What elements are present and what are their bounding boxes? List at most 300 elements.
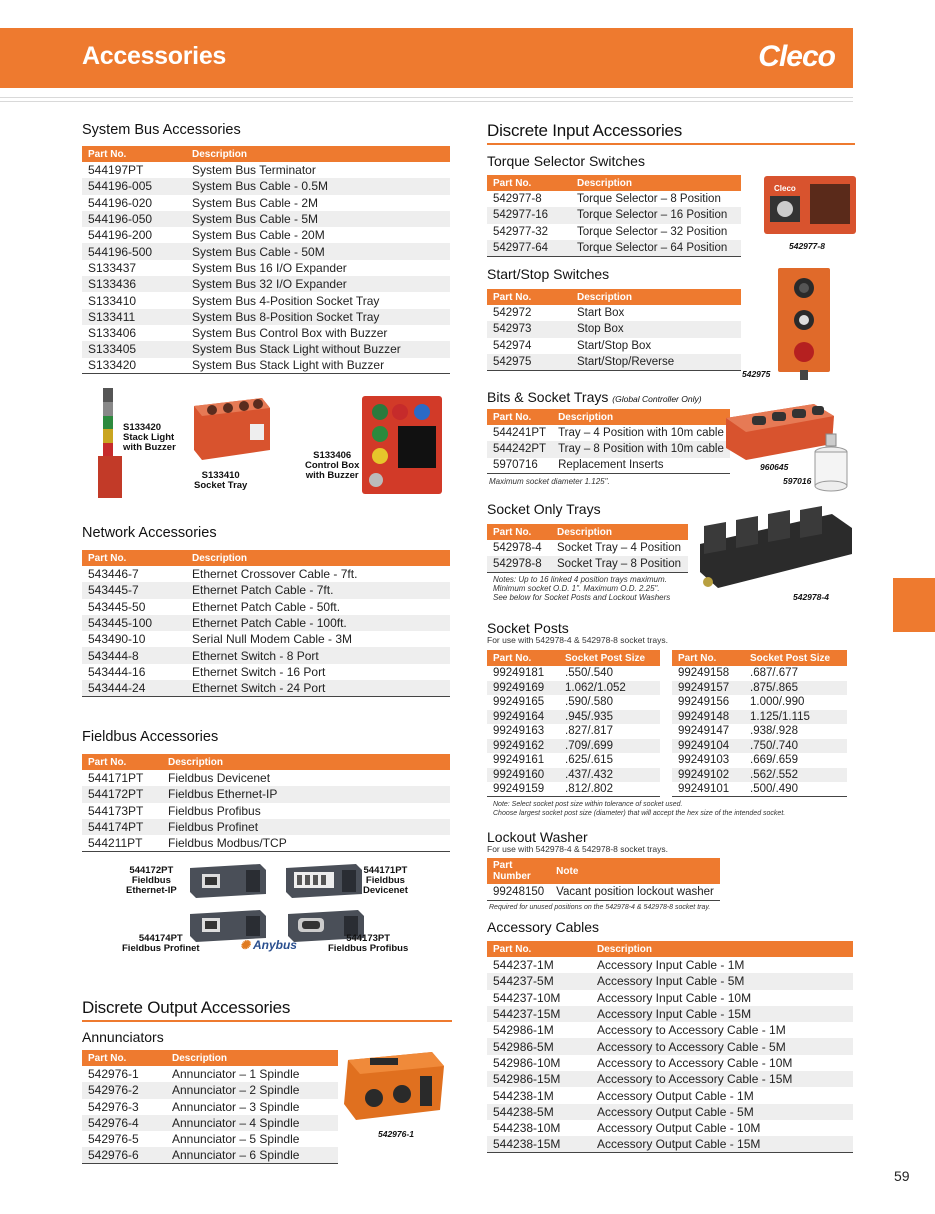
- table-row: [82, 1147, 338, 1163]
- lockout-note: Required for unused positions on the 542978-4 & 542978-8 socket tray.: [489, 903, 711, 911]
- part-number-cell: 99249163: [493, 725, 545, 738]
- col-note: Note: [550, 858, 720, 884]
- description-cell: Ethernet Switch - 8 Port: [186, 647, 450, 663]
- anybus-icon: ✺: [240, 938, 251, 952]
- description-cell: Accessory Input Cable - 15M: [591, 1006, 853, 1022]
- description-cell: .945/.935: [559, 710, 660, 725]
- part-number-cell: 542976-4: [82, 1115, 166, 1131]
- part-number-cell: 542977-64: [487, 240, 571, 256]
- bits-title-note: (Global Controller Only): [612, 394, 702, 404]
- table-row: [487, 739, 660, 754]
- startstop-table: [487, 289, 741, 371]
- col-part-no: Part No.: [487, 941, 591, 957]
- control-box-caption: S133406 Control Box with Buzzer: [305, 450, 360, 481]
- table-row: [82, 786, 450, 802]
- description-cell: Fieldbus Devicenet: [168, 771, 271, 786]
- description-cell: Annunciator – 2 Spindle: [166, 1082, 338, 1098]
- table-row: [487, 1055, 853, 1071]
- description-cell: Stop Box: [571, 321, 741, 337]
- socket-posts-section: [487, 620, 855, 818]
- description-cell: .500/.490: [750, 783, 798, 795]
- col-description: Description: [591, 941, 853, 957]
- table-row: [672, 695, 847, 710]
- fieldbus-table: [82, 754, 450, 852]
- description-cell: Accessory Input Cable - 1M: [597, 958, 745, 973]
- part-number-cell: 544196-005: [82, 178, 186, 194]
- description-cell: Annunciator – 5 Spindle: [172, 1132, 300, 1147]
- table-row: [487, 666, 660, 681]
- part-number-cell: 544172PT: [82, 786, 162, 802]
- network-section: [82, 525, 450, 697]
- cleco-logo: Cleco: [758, 40, 835, 73]
- part-number-cell: 544238-1M: [493, 1088, 554, 1103]
- table-row: [82, 325, 450, 341]
- description-cell: Ethernet Crossover Cable - 7ft.: [192, 567, 358, 582]
- description-cell: Accessory to Accessory Cable - 15M: [591, 1071, 853, 1087]
- part-number-cell: 99249165: [493, 696, 545, 709]
- table-row: [487, 1136, 853, 1152]
- socket-posts-subtitle: For use with 542978-4 & 542978-8 socket trays.: [487, 635, 668, 645]
- part-number-cell: 542978-4: [493, 542, 542, 555]
- col-part-no: Part No.: [487, 524, 551, 540]
- table-row: [487, 884, 720, 900]
- start-stop-caption: 542975: [742, 369, 771, 379]
- table-row: [82, 195, 450, 211]
- table-row: [82, 819, 450, 835]
- part-number-cell: 543444-16: [88, 664, 146, 679]
- part-number-cell: 99249157: [672, 681, 744, 696]
- torque-selector-caption: 542977-8: [789, 241, 825, 251]
- part-number-cell: 544196-020: [88, 195, 153, 210]
- description-cell: .875/.865: [744, 681, 847, 696]
- part-number-cell: 542986-10M: [493, 1055, 561, 1070]
- table-row: [487, 191, 741, 207]
- col-part-no: Part No.: [82, 146, 186, 162]
- description-cell: Accessory Input Cable - 10M: [597, 990, 752, 1005]
- description-cell: Socket Tray – 4 Position: [557, 542, 682, 555]
- col-part-no: Part No.: [487, 409, 552, 425]
- part-number-cell: 544241PT: [493, 427, 547, 440]
- devicenet-module-image: [282, 860, 366, 902]
- table-row: [82, 1082, 338, 1098]
- socket-only-title: Socket Only Trays: [487, 501, 601, 517]
- description-cell: Annunciator – 3 Spindle: [172, 1099, 300, 1114]
- description-cell: System Bus Cable - 0.5M: [186, 178, 450, 194]
- part-number-cell: 542972: [493, 307, 532, 320]
- annunciators-title: Annunciators: [82, 1029, 164, 1045]
- table-row: [82, 615, 450, 631]
- table-row: [82, 835, 450, 851]
- description-cell: Accessory to Accessory Cable - 10M: [597, 1055, 793, 1070]
- socket-posts-table-left: [487, 650, 660, 797]
- description-cell: Socket Tray – 8 Position: [551, 556, 688, 572]
- insert-597016-caption: 597016: [783, 476, 812, 486]
- col-part-no: Part No.: [82, 550, 186, 566]
- table-row: [487, 782, 660, 797]
- part-number-cell: 543445-100: [82, 615, 186, 631]
- col-part-no: Part No.: [82, 754, 162, 770]
- cables-title: Accessory Cables: [487, 919, 600, 935]
- part-number-cell: 542973: [487, 321, 571, 337]
- header-rule: [0, 97, 853, 102]
- description-cell: Torque Selector – 32 Position: [577, 225, 728, 238]
- description-cell: Torque Selector – 64 Position: [571, 240, 741, 256]
- description-cell: Ethernet Patch Cable - 100ft.: [186, 615, 450, 631]
- bits-note: Maximum socket diameter 1.125".: [489, 477, 610, 487]
- cables-section: [487, 919, 853, 1153]
- table-row: [672, 768, 847, 783]
- part-number-cell: S133436: [82, 276, 186, 292]
- table-row: [487, 240, 741, 256]
- part-number-cell: 544197PT: [88, 163, 144, 178]
- description-cell: Accessory Output Cable - 5M: [591, 1104, 853, 1120]
- table-row: [487, 990, 853, 1006]
- lockout-title: Lockout Washer: [487, 829, 588, 845]
- description-cell: .687/.677: [750, 667, 798, 680]
- part-number-cell: 544238-10M: [493, 1121, 561, 1136]
- system-bus-section: [82, 122, 450, 374]
- table-row: [672, 782, 847, 797]
- part-number-cell: 99249101: [678, 783, 730, 795]
- annunciator-image: [340, 1046, 448, 1126]
- table-row: [82, 631, 450, 647]
- part-number-cell: S133437: [88, 260, 137, 275]
- part-number-cell: 543444-8: [82, 647, 186, 663]
- table-row: [487, 1087, 853, 1103]
- description-cell: .709/.699: [559, 739, 660, 754]
- table-row: [487, 305, 741, 321]
- part-number-cell: 542977-8: [493, 193, 542, 206]
- part-number-cell: 99249103: [678, 754, 730, 767]
- part-number-cell: S133411: [82, 309, 186, 325]
- table-row: [82, 341, 450, 357]
- table-row: [672, 681, 847, 696]
- part-number-cell: 5970716: [493, 459, 538, 472]
- part-number-cell: 99249159: [493, 783, 545, 795]
- description-cell: System Bus Stack Light without Buzzer: [186, 341, 450, 357]
- bits-section: [487, 389, 730, 486]
- col-part-no: Part No.: [487, 650, 559, 666]
- system-bus-title: System Bus Accessories: [82, 122, 241, 138]
- part-number-cell: 542976-6: [82, 1147, 166, 1163]
- part-number-cell: 543445-50: [88, 599, 146, 614]
- section-tab: [893, 578, 935, 632]
- part-number-cell: 99249147: [678, 725, 730, 738]
- table-row: [82, 803, 450, 819]
- part-number-cell: 544237-1M: [493, 958, 554, 973]
- part-number-cell: 544174PT: [82, 819, 162, 835]
- col-part-no: Part No.: [487, 175, 571, 191]
- profibus-caption: 544173PT Fieldbus Profibus: [328, 933, 409, 954]
- description-cell: System Bus 32 I/O Expander: [186, 276, 450, 292]
- part-number-cell: 544196-050: [82, 211, 186, 227]
- socket-only-table: [487, 524, 688, 573]
- description-cell: Accessory to Accessory Cable - 1M: [597, 1023, 786, 1038]
- part-number-cell: 543490-10: [88, 632, 146, 647]
- col-description: Description: [166, 1050, 338, 1066]
- table-row: [82, 664, 450, 680]
- table-row: [487, 556, 688, 572]
- part-number-cell: 544196-200: [88, 228, 153, 243]
- cables-table: [487, 941, 853, 1153]
- col-post-size: Socket Post Size: [744, 650, 847, 666]
- table-row: [487, 354, 741, 370]
- description-cell: Serial Null Modem Cable - 3M: [192, 632, 353, 647]
- torque-title: Torque Selector Switches: [487, 153, 645, 169]
- table-row: [487, 224, 741, 240]
- part-number-cell: 544171PT: [88, 771, 144, 786]
- socket-tray-caption: S133410 Socket Tray: [194, 470, 248, 491]
- col-description: Description: [571, 289, 741, 305]
- description-cell: Annunciator – 6 Spindle: [166, 1147, 338, 1163]
- description-cell: System Bus 8-Position Socket Tray: [186, 309, 450, 325]
- page-title: Accessories: [82, 42, 227, 70]
- part-number-cell: 544237-15M: [487, 1006, 591, 1022]
- socket-only-tray-caption: 542978-4: [793, 592, 829, 602]
- description-cell: System Bus Terminator: [192, 163, 316, 178]
- part-number-cell: 542976-5: [88, 1132, 139, 1147]
- col-description: Description: [186, 146, 450, 162]
- description-cell: System Bus 16 I/O Expander: [192, 260, 347, 275]
- description-cell: Ethernet Patch Cable - 7ft.: [186, 582, 450, 598]
- table-row: [487, 1038, 853, 1054]
- description-cell: Accessory Output Cable - 1M: [597, 1088, 754, 1103]
- part-number-cell: 99249161: [493, 754, 545, 767]
- discrete-output-title: Discrete Output Accessories: [82, 998, 452, 1022]
- table-row: [82, 309, 450, 325]
- table-row: [82, 292, 450, 308]
- annunciator-caption: 542976-1: [378, 1129, 414, 1139]
- part-number-cell: 542976-2: [82, 1082, 166, 1098]
- part-number-cell: 543445-7: [82, 582, 186, 598]
- table-row: [82, 211, 450, 227]
- description-cell: .590/.580: [565, 696, 613, 709]
- table-row: [672, 739, 847, 754]
- part-number-cell: 542986-1M: [493, 1023, 554, 1038]
- description-cell: System Bus 4-Position Socket Tray: [192, 293, 380, 308]
- description-cell: System Bus Cable - 5M: [186, 211, 450, 227]
- table-row: [82, 680, 450, 696]
- table-row: [487, 207, 741, 223]
- table-row: [487, 724, 660, 739]
- table-row: [487, 338, 741, 354]
- table-row: [672, 724, 847, 739]
- table-row: [82, 178, 450, 194]
- discrete-input-title: Discrete Input Accessories: [487, 121, 855, 145]
- startstop-section: [487, 266, 741, 371]
- part-number-cell: 542976-3: [88, 1099, 139, 1114]
- table-row: [82, 647, 450, 663]
- table-row: [82, 358, 450, 374]
- description-cell: Start/Stop Box: [577, 339, 652, 352]
- part-number-cell: 99248150: [493, 885, 545, 898]
- socket-only-notes: Notes: Up to 16 linked 4 position trays maximum. Minimum socket O.D. 1". Maximum O.D. 2.25". See below for Socket Posts and Lockout Washers: [493, 575, 671, 603]
- part-number-cell: 542986-15M: [487, 1071, 591, 1087]
- table-row: [487, 1022, 853, 1038]
- table-row: [487, 768, 660, 783]
- startstop-title: Start/Stop Switches: [487, 266, 610, 282]
- system-bus-table: [82, 146, 450, 374]
- table-row: [82, 1099, 338, 1115]
- description-cell: .550/.540: [565, 667, 613, 680]
- torque-table: [487, 175, 741, 257]
- part-number-cell: 99249169: [487, 681, 559, 696]
- part-number-cell: 542986-5M: [487, 1038, 591, 1054]
- socket-posts-notes: Note: Select socket post size within tolerance of socket used. Choose largest socket post size (diameter) that will accept the hex size of the intended socket.: [493, 801, 786, 817]
- description-cell: Torque Selector – 16 Position: [571, 207, 741, 223]
- description-cell: Ethernet Switch - 24 Port: [186, 680, 450, 696]
- part-number-cell: 99249160: [487, 768, 559, 783]
- description-cell: Tray – 8 Position with 10m cable: [552, 441, 730, 457]
- description-cell: .750/.740: [744, 739, 847, 754]
- table-row: [487, 1071, 853, 1087]
- bits-table: [487, 409, 730, 474]
- part-number-cell: 543446-7: [88, 567, 139, 582]
- part-number-cell: 542978-8: [487, 556, 551, 572]
- description-cell: Start/Stop/Reverse: [571, 354, 741, 370]
- table-row: [82, 1066, 338, 1082]
- col-part-no: Part No.: [82, 1050, 166, 1066]
- col-description: Description: [551, 524, 688, 540]
- table-row: [487, 973, 853, 989]
- table-row: [82, 582, 450, 598]
- col-description: Description: [571, 175, 741, 191]
- fieldbus-section: [82, 729, 450, 852]
- description-cell: Annunciator – 1 Spindle: [172, 1067, 300, 1082]
- col-part-no: Part No.: [487, 289, 571, 305]
- part-number-cell: 544242PT: [487, 441, 552, 457]
- lockout-subtitle: For use with 542978-4 & 542978-8 socket trays.: [487, 844, 668, 854]
- col-part-no: Part No.: [672, 650, 744, 666]
- table-row: [487, 441, 730, 457]
- description-cell: 1.125/1.115: [744, 710, 847, 725]
- part-number-cell: 99249102: [672, 768, 744, 783]
- description-cell: Accessory Input Cable - 5M: [591, 973, 853, 989]
- part-number-cell: 99249148: [672, 710, 744, 725]
- part-number-cell: 542975: [487, 354, 571, 370]
- col-part-number: Part Number: [487, 858, 550, 884]
- description-cell: System Bus Cable - 20M: [192, 228, 325, 243]
- socket-posts-title: Socket Posts: [487, 620, 569, 636]
- part-number-cell: 99249164: [487, 710, 559, 725]
- table-row: [487, 321, 741, 337]
- socket-only-section: [487, 501, 688, 602]
- fieldbus-title: Fieldbus Accessories: [82, 729, 219, 745]
- network-title: Network Accessories: [82, 525, 217, 541]
- eip-caption: 544172PT Fieldbus Ethernet-IP: [126, 865, 177, 896]
- table-row: [487, 695, 660, 710]
- table-row: [487, 681, 660, 696]
- description-cell: Tray – 4 Position with 10m cable: [558, 427, 724, 440]
- description-cell: Ethernet Switch - 16 Port: [192, 664, 326, 679]
- part-number-cell: S133406: [88, 326, 137, 341]
- discrete-input-section: [487, 121, 855, 145]
- description-cell: Annunciator – 4 Spindle: [166, 1115, 338, 1131]
- annunciators-table: [82, 1050, 338, 1164]
- table-row: [82, 566, 450, 582]
- profinet-caption: 544174PT Fieldbus Profinet: [122, 933, 200, 954]
- part-number-cell: 542976-1: [88, 1067, 139, 1082]
- table-row: [82, 276, 450, 292]
- table-row: [82, 1131, 338, 1147]
- part-number-cell: 542977-16: [487, 207, 571, 223]
- part-number-cell: 544196-500: [82, 243, 186, 259]
- description-cell: Start Box: [577, 307, 625, 320]
- part-number-cell: 99249104: [672, 739, 744, 754]
- anybus-logo: ✺ Anybus: [240, 938, 297, 952]
- network-table: [82, 550, 450, 697]
- page-number: 59: [894, 1168, 910, 1184]
- torque-section: [487, 153, 741, 257]
- part-number-cell: 99249158: [678, 667, 730, 680]
- description-cell: 1.062/1.052: [559, 681, 660, 696]
- lockout-section: [487, 829, 720, 912]
- part-number-cell: 544237-5M: [487, 973, 591, 989]
- part-number-cell: 544173PT: [88, 803, 144, 818]
- table-row: [672, 710, 847, 725]
- table-row: [487, 458, 730, 474]
- part-number-cell: 544238-5M: [487, 1104, 591, 1120]
- start-stop-box-image: [774, 266, 834, 382]
- table-row: [487, 1006, 853, 1022]
- description-cell: 1.000/.990: [750, 696, 805, 709]
- description-cell: System Bus Cable - 50M: [186, 243, 450, 259]
- col-description: Description: [186, 550, 450, 566]
- part-number-cell: 99249162: [487, 739, 559, 754]
- description-cell: System Bus Cable - 2M: [192, 195, 319, 210]
- col-description: Description: [552, 409, 730, 425]
- table-row: [82, 243, 450, 259]
- table-row: [82, 162, 450, 178]
- description-cell: Fieldbus Modbus/TCP: [168, 836, 287, 851]
- description-cell: Accessory Output Cable - 10M: [597, 1121, 761, 1136]
- description-cell: .562/.552: [744, 768, 847, 783]
- svg-text:Cleco: Cleco: [774, 184, 796, 193]
- col-post-size: Socket Post Size: [559, 650, 660, 666]
- socket-tray-image: [190, 394, 272, 470]
- description-cell: Fieldbus Ethernet-IP: [162, 786, 450, 802]
- ethernet-ip-module-image: [186, 860, 270, 902]
- description-cell: Ethernet Patch Cable - 50ft.: [192, 599, 341, 614]
- table-row: [82, 260, 450, 276]
- description-cell: Accessory to Accessory Cable - 5M: [591, 1038, 853, 1054]
- devicenet-caption: 544171PT Fieldbus Devicenet: [363, 865, 408, 896]
- table-row: [82, 599, 450, 615]
- table-row: [487, 1104, 853, 1120]
- description-cell: .437/.432: [559, 768, 660, 783]
- part-number-cell: S133410: [88, 293, 137, 308]
- description-cell: .669/.659: [750, 754, 798, 767]
- description-cell: Fieldbus Profibus: [168, 803, 261, 818]
- description-cell: Replacement Inserts: [558, 459, 664, 472]
- bits-title: Bits & Socket Trays (Global Controller Only): [487, 389, 702, 405]
- table-row: [487, 710, 660, 725]
- table-row: [487, 540, 688, 556]
- part-number-cell: 99249156: [678, 696, 730, 709]
- table-row: [672, 666, 847, 681]
- description-cell: .812/.802: [565, 783, 613, 795]
- description-cell: Vacant position lockout washer: [556, 885, 714, 898]
- table-row: [672, 753, 847, 768]
- part-number-cell: 542977-32: [493, 225, 548, 238]
- table-row: [82, 770, 450, 786]
- part-number-cell: 543444-24: [82, 680, 186, 696]
- table-row: [82, 1115, 338, 1131]
- description-cell: .625/.615: [565, 754, 613, 767]
- description-cell: System Bus Control Box with Buzzer: [192, 326, 388, 341]
- description-cell: Accessory Output Cable - 15M: [591, 1136, 853, 1152]
- description-cell: Torque Selector – 8 Position: [577, 193, 721, 206]
